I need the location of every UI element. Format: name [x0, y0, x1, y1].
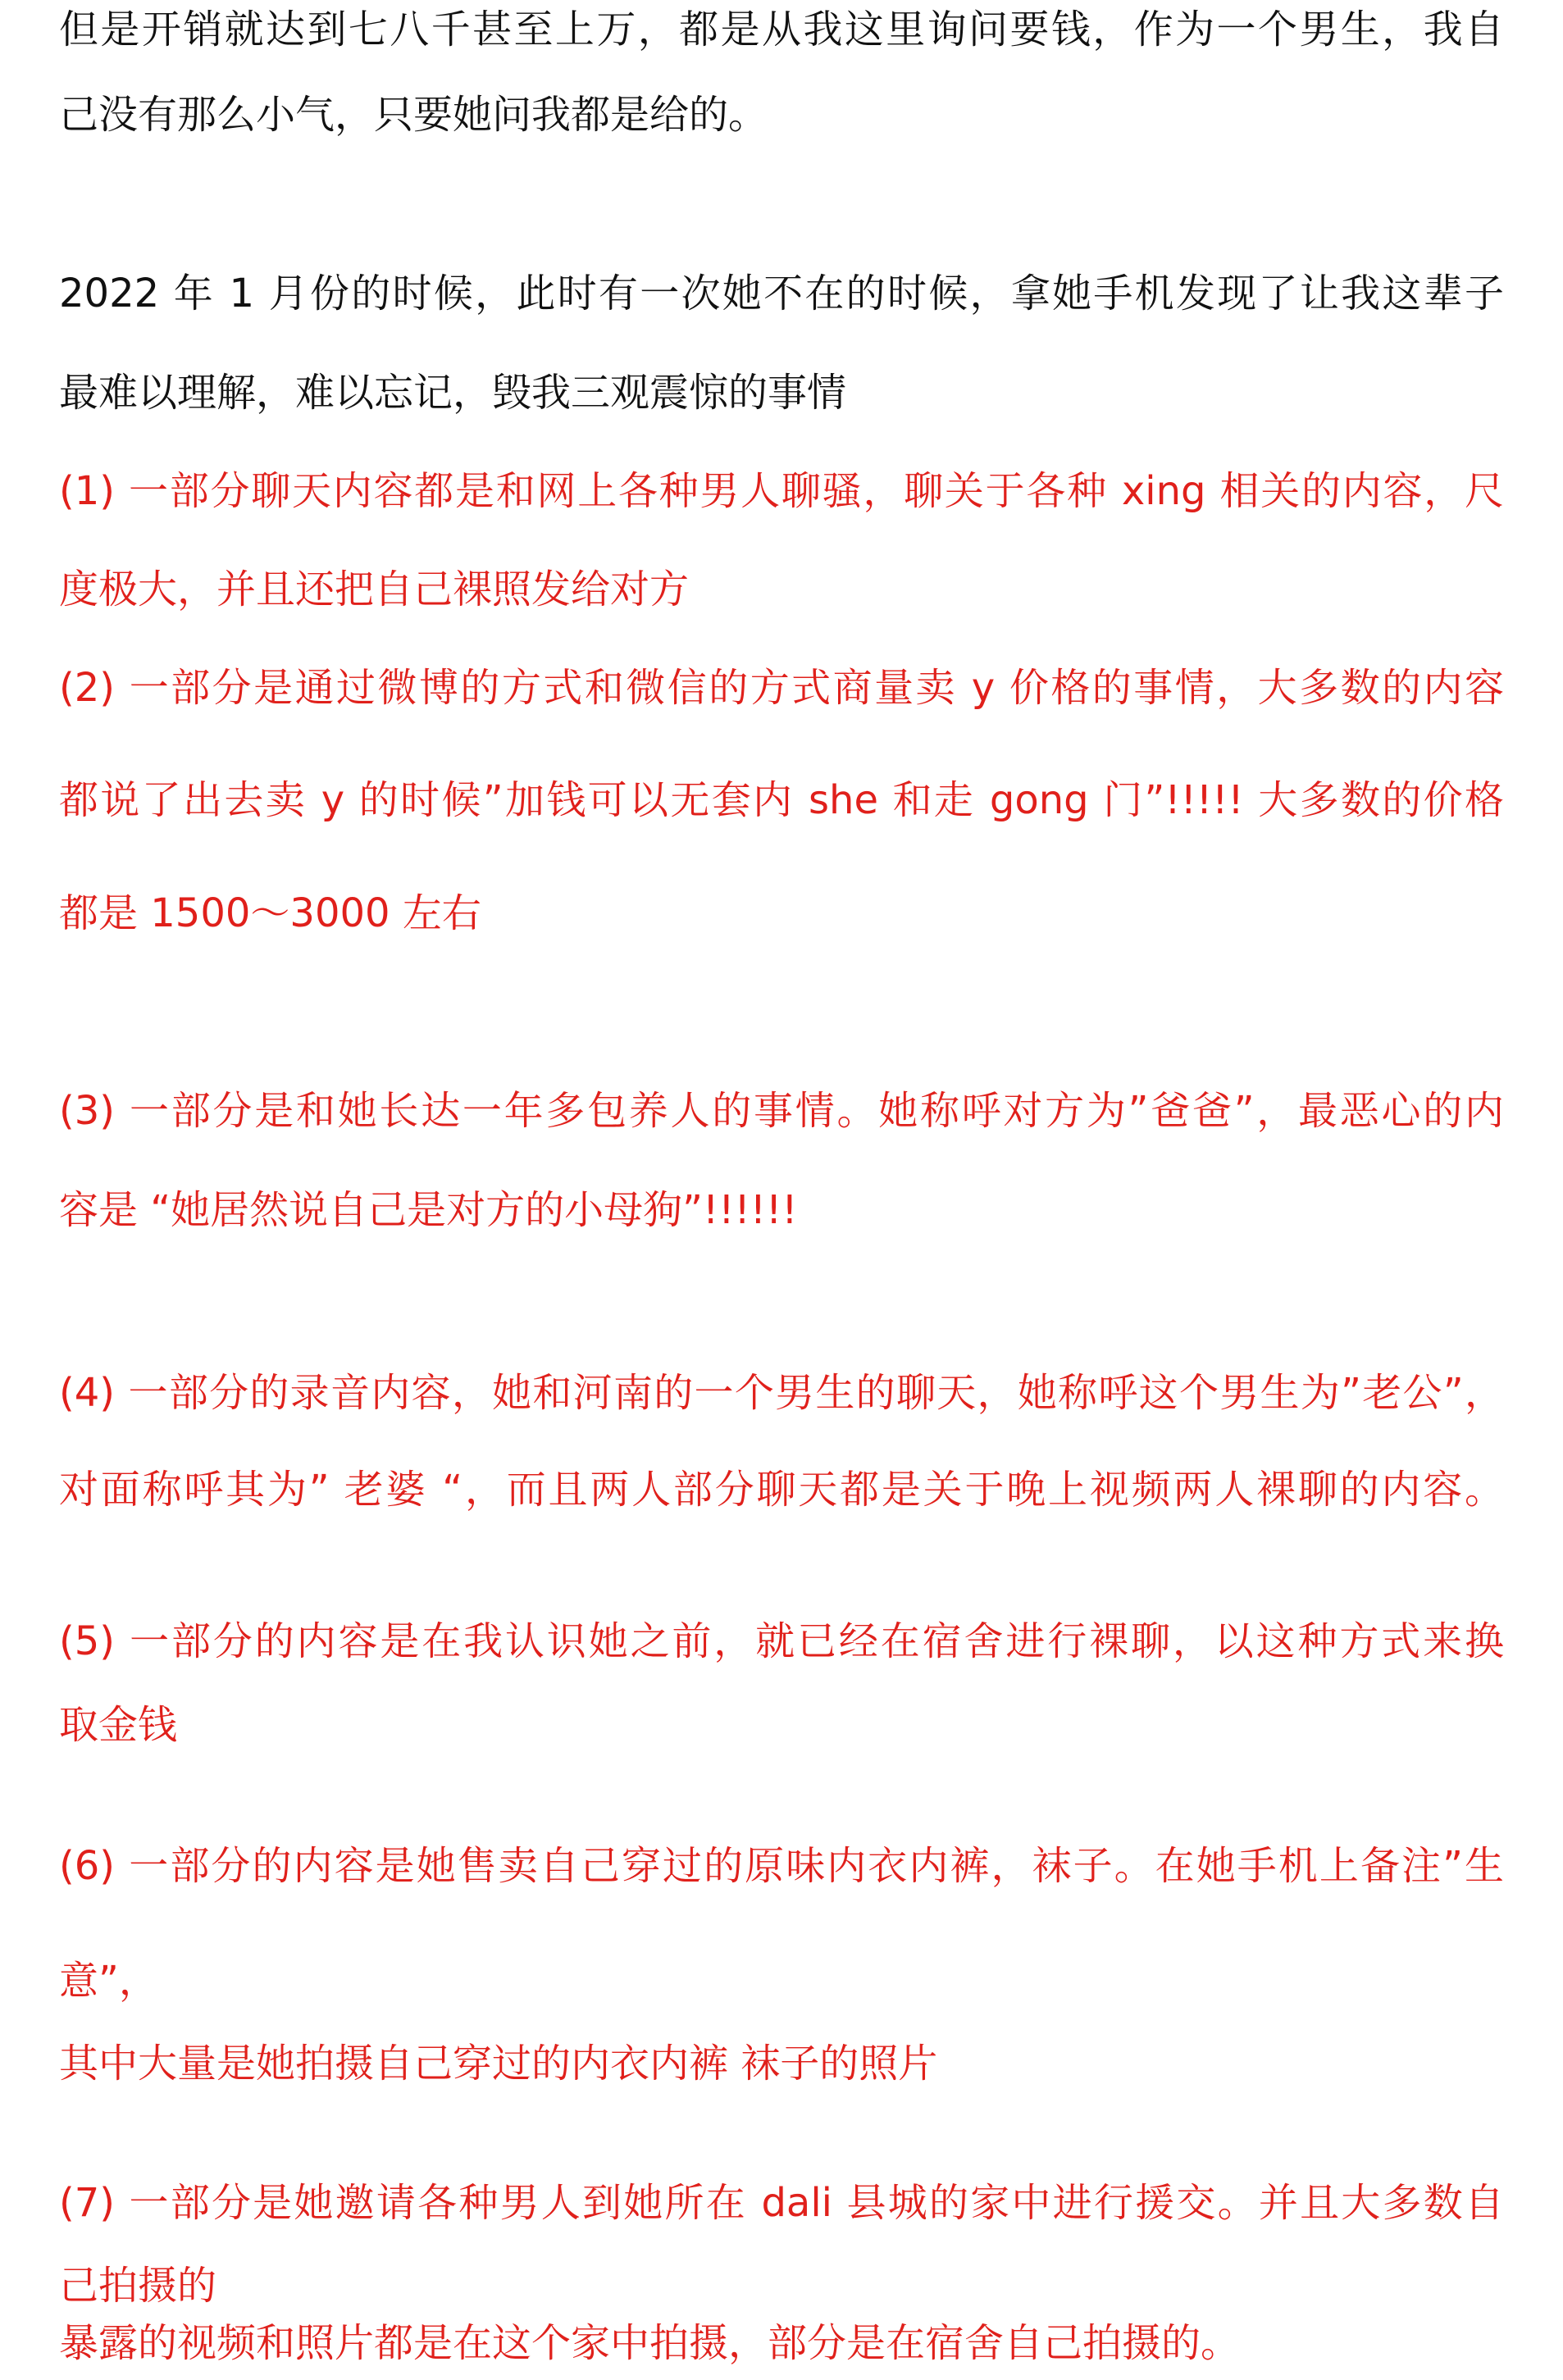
text-line: (2) 一部分是通过微博的方式和微信的方式商量卖 y 价格的事情，大多数的内容 — [59, 665, 1504, 711]
text-line: 最难以理解，难以忘记，毁我三观震惊的事情 — [59, 370, 847, 416]
text-line: 己没有那么小气，只要她问我都是给的。 — [59, 92, 768, 138]
text-line: 暴露的视频和照片都是在这个家中拍摄，部分是在宿舍自己拍摄的。 — [59, 2320, 1241, 2366]
text-line: 容是 “她居然说自己是对方的小母狗”!!!!!! — [59, 1187, 798, 1233]
text-line: (6) 一部分的内容是她售卖自己穿过的原味内衣内裤，袜子。在她手机上备注”生 — [59, 1843, 1504, 1889]
text-line: (5) 一部分的内容是在我认识她之前，就已经在宿舍进行裸聊，以这种方式来换 — [59, 1618, 1504, 1664]
text-line: 度极大，并且还把自己裸照发给对方 — [59, 567, 690, 612]
text-line: (7) 一部分是她邀请各种男人到她所在 dali 县城的家中进行援交。并且大多数自 — [59, 2180, 1504, 2226]
text-line: 己拍摄的 — [59, 2263, 217, 2309]
text-line: 取金钱 — [59, 1702, 178, 1748]
text-line: 对面称呼其为” 老婆 “，而且两人部分聊天都是关于晚上视频两人裸聊的内容。 — [59, 1467, 1504, 1513]
text-line: (1) 一部分聊天内容都是和网上各种男人聊骚，聊关于各种 xing 相关的内容，尺 — [59, 468, 1504, 514]
text-line: 都是 1500～3000 左右 — [59, 890, 481, 936]
text-line: (4) 一部分的录音内容，她和河南的一个男生的聊天，她称呼这个男生为”老公”， — [59, 1370, 1504, 1416]
text-line: 其中大量是她拍摄自己穿过的内衣内裤 袜子的照片 — [59, 2041, 938, 2086]
text-line: (3) 一部分是和她长达一年多包养人的事情。她称呼对方为”爸爸”，最恶心的内 — [59, 1088, 1504, 1134]
text-line: 但是开销就达到七八千甚至上万，都是从我这里询问要钱，作为一个男生，我自 — [59, 7, 1504, 52]
text-line: 都说了出去卖 y 的时候”加钱可以无套内 she 和走 gong 门”!!!!! 大多数的价格 — [59, 777, 1504, 823]
text-line: 意”， — [59, 1958, 158, 2004]
text-line: 2022 年 1 月份的时候，此时有一次她不在的时候，拿她手机发现了让我这辈子 — [59, 271, 1504, 316]
